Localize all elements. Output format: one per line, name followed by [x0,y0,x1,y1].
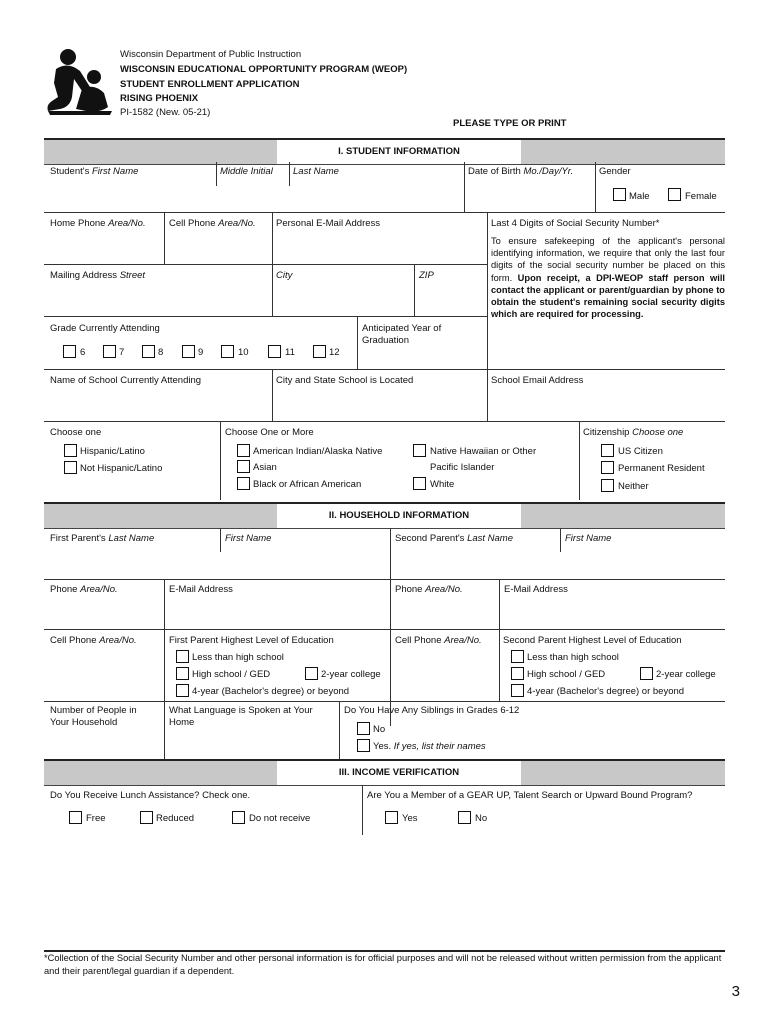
grade-6-label: 6 [80,347,86,358]
p1-hs-ged-checkbox[interactable] [176,667,189,680]
not-hispanic-checkbox[interactable] [64,461,77,474]
black-label: Black or African American [253,479,362,490]
gear-no-label: No [475,813,488,824]
p1-hs-ged-label: High school / GED [192,669,271,680]
parent2-email-label: E-Mail Address [504,584,568,595]
grade-12-checkbox[interactable] [313,345,326,358]
gear-no-checkbox[interactable] [458,811,471,824]
zip-label: ZIP [419,270,434,281]
female-checkbox[interactable] [668,188,681,201]
race-label: Choose One or More [225,427,314,438]
parent2-last-name-label: Second Parent's Last Name [395,533,513,544]
graduation-year-label: Anticipated Year of Graduation [362,323,442,346]
section-3-title: III. INCOME VERIFICATION [277,761,521,785]
grade-6-checkbox[interactable] [63,345,76,358]
grade-11-checkbox[interactable] [268,345,281,358]
parent2-phone-label: Phone Area/No. [395,584,463,595]
us-citizen-checkbox[interactable] [601,444,614,457]
parent1-phone-label: Phone Area/No. [50,584,118,595]
p1-four-year-checkbox[interactable] [176,684,189,697]
grade-8-checkbox[interactable] [142,345,155,358]
form-number: PI-1582 (New. 05-21) [120,107,211,118]
black-checkbox[interactable] [237,477,250,490]
p1-two-year-checkbox[interactable] [305,667,318,680]
siblings-label: Do You Have Any Siblings in Grades 6-12 [344,705,520,716]
grade-10-checkbox[interactable] [221,345,234,358]
city-label: City [276,270,293,281]
parent1-cell-label: Cell Phone Area/No. [50,635,137,646]
siblings-yes-label: Yes. If yes, list their names [373,741,486,752]
home-phone-label: Home Phone Area/No. [50,218,146,229]
lunch-reduced-label: Reduced [156,813,195,824]
last-name-label: Last Name [293,166,339,177]
program-name: WISCONSIN EDUCATIONAL OPPORTUNITY PROGRAM (WEOP) [120,64,408,75]
section-1-band [44,138,725,165]
student-first-name-label: Student's First Name [50,166,139,177]
gear-up-label: Are You a Member of a GEAR UP, Talent Search or Upward Bound Program? [367,790,693,801]
section-3-band [44,759,725,786]
permanent-resident-checkbox[interactable] [601,461,614,474]
siblings-yes-checkbox[interactable] [357,739,370,752]
lunch-none-label: Do not receive [249,813,311,824]
school-name: RISING PHOENIX [120,93,199,104]
p2-two-year-label: 2-year college [656,669,716,680]
male-checkbox[interactable] [613,188,626,201]
p1-two-year-label: 2-year college [321,669,381,680]
grade-7-label: 7 [119,347,125,358]
gender-label: Gender [599,166,631,177]
p2-two-year-checkbox[interactable] [640,667,653,680]
grade-7-checkbox[interactable] [103,345,116,358]
print-instruction: PLEASE TYPE OR PRINT [453,118,567,129]
home-language-label: What Language is Spoken at Your Home [169,705,313,728]
grade-10-label: 10 [238,347,249,358]
grade-8-label: 8 [158,347,164,358]
neither-label: Neither [618,481,649,492]
lunch-none-checkbox[interactable] [232,811,245,824]
parent2-first-name-label: First Name [565,533,612,544]
lunch-assistance-label: Do You Receive Lunch Assistance? Check one. [50,790,251,801]
ssn-note: To ensure safekeeping of the applicant's personal identifying information, we require that only the last four digits of the social security number be placed on this form. Upon receipt, a DPI-WEOP staff person will contact the applicant or parent/guardian by phone to obtain the student's remaining social security digits which are required for processing. [491,236,725,320]
section-2-band [44,502,725,529]
american-indian-label: American Indian/Alaska Native [253,446,383,457]
citizenship-label: Citizenship Choose one [583,427,684,438]
dob-label: Date of Birth Mo./Day/Yr. [468,166,574,177]
grade-12-label: 12 [329,347,340,358]
section-2-title: II. HOUSEHOLD INFORMATION [277,504,521,528]
page-number: 3 [731,983,740,1000]
grade-11-label: 11 [285,347,295,358]
neither-checkbox[interactable] [601,479,614,492]
hispanic-checkbox[interactable] [64,444,77,457]
p2-hs-ged-label: High school / GED [527,669,606,680]
hispanic-label: Hispanic/Latino [80,446,145,457]
p2-hs-ged-checkbox[interactable] [511,667,524,680]
lunch-reduced-checkbox[interactable] [140,811,153,824]
parent2-cell-label: Cell Phone Area/No. [395,635,482,646]
p1-four-year-label: 4-year (Bachelor's degree) or beyond [192,686,350,697]
section-1-title: I. STUDENT INFORMATION [277,140,521,164]
mailing-address-label: Mailing Address Street [50,270,146,281]
grade-9-label: 9 [198,347,204,358]
us-citizen-label: US Citizen [618,446,663,457]
ssn-label: Last 4 Digits of Social Security Number* [491,218,660,229]
personal-email-label: Personal E-Mail Address [276,218,381,229]
hawaiian-checkbox[interactable] [413,444,426,457]
p2-less-hs-label: Less than high school [527,652,619,663]
school-name-label: Name of School Currently Attending [50,375,202,386]
parent2-education-label: Second Parent Highest Level of Education [503,635,682,646]
p2-four-year-checkbox[interactable] [511,684,524,697]
p2-less-hs-checkbox[interactable] [511,650,524,663]
siblings-no-checkbox[interactable] [357,722,370,735]
ssn-footnote: *Collection of the Social Security Number and other personal information is for official purposes and will not be released without written permission from the applicant and their parent/legal guardian if a dependent. [44,953,722,976]
school-city-label: City and State School is Located [276,375,414,386]
siblings-no-label: No [373,724,386,735]
not-hispanic-label: Not Hispanic/Latino [80,463,163,474]
form-title: STUDENT ENROLLMENT APPLICATION [120,79,300,90]
parent1-education-label: First Parent Highest Level of Education [169,635,334,646]
lunch-free-checkbox[interactable] [69,811,82,824]
hawaiian-label-2: Pacific Islander [430,462,495,473]
parent1-last-name-label: First Parent's Last Name [50,533,155,544]
dpi-logo [46,47,116,117]
p2-four-year-label: 4-year (Bachelor's degree) or beyond [527,686,685,697]
household-count-label: Number of People in Your Household [50,705,137,728]
lunch-free-label: Free [86,813,106,824]
school-email-label: School Email Address [491,375,584,386]
parent1-email-label: E-Mail Address [169,584,233,595]
grade-label: Grade Currently Attending [50,323,160,334]
hawaiian-label-1: Native Hawaiian or Other [430,446,537,457]
cell-phone-label: Cell Phone Area/No. [169,218,256,229]
asian-checkbox[interactable] [237,460,250,473]
agency-name: Wisconsin Department of Public Instruction [120,49,302,60]
permanent-resident-label: Permanent Resident [618,463,705,474]
ethnicity-label: Choose one [50,427,102,438]
grade-9-checkbox[interactable] [182,345,195,358]
female-label: Female [685,191,717,202]
p1-less-hs-checkbox[interactable] [176,650,189,663]
male-label: Male [629,191,650,202]
american-indian-checkbox[interactable] [237,444,250,457]
gear-yes-label: Yes [402,813,418,824]
middle-initial-label: Middle Initial [220,166,273,177]
asian-label: Asian [253,462,277,473]
white-checkbox[interactable] [413,477,426,490]
white-label: White [430,479,455,490]
gear-yes-checkbox[interactable] [385,811,398,824]
p1-less-hs-label: Less than high school [192,652,284,663]
parent1-first-name-label: First Name [225,533,272,544]
